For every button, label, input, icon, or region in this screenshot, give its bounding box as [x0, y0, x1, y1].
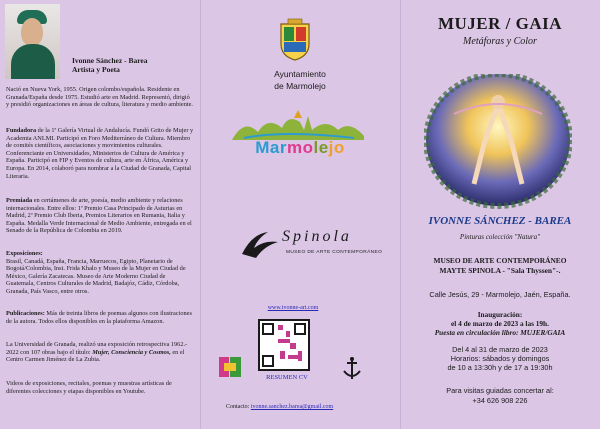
fold-line-left: [200, 0, 201, 429]
dates-line: Del 4 al 31 de marzo de 2023: [452, 345, 548, 354]
address: Calle Jesús, 29 - Marmolejo, Jaén, España.: [429, 290, 571, 299]
collection-label: Pinturas colección "Natura": [459, 233, 541, 241]
awards-text: en certámenes de arte, poesía, medio ambiente y relaciones internacionales. Entre ellos: 1ª Premio Casa Principado de Asturias en Madrid, 2ª Premio Club Iberia, Premios Literarios en Rumania, Italia y España. Medalla Verde Internacional de Medio Ambiente, entregada en el Senado de la República de Colombia en 2019.: [6, 197, 192, 235]
artist-role: Artista y Poeta: [72, 65, 120, 74]
visits-block: [400, 386, 600, 406]
artist-portrait: [5, 4, 60, 79]
retrospective-tail: en el Centro Carmen Jiménez de La Zubia.: [6, 348, 185, 364]
artist-name-block: [72, 56, 148, 74]
inauguration-date: el 4 de marzo de 2023 a las 19h.: [451, 319, 549, 328]
visits-line: Para visitas guiadas concertar al:: [446, 386, 554, 395]
phone-number[interactable]: +34 626 908 226: [472, 396, 528, 405]
exhibitions-paragraph: [6, 250, 194, 296]
spinola-brush-icon: [238, 228, 284, 262]
ayuntamiento-line1: Ayuntamiento: [274, 69, 326, 79]
hours-line1: Horarios: sábados y domingos: [450, 354, 550, 363]
exhibitions-label: Exposiciones:: [6, 250, 43, 257]
exhibitions-text: Brasil, Canadá, España, Francia, Marruecos, Egipto, Planetario de Bogotá/Colombia, Inst. Frida Khalo y Museo de la Mujer en Ciudad de México, Galería Zacatecas. Museo de Arte Moderno Ciudad de Guatemala, Centros Culturales de Madrid, Badajóz, Cádiz, Córdoba, Granada, País Vasco, entre otros.: [6, 257, 186, 295]
contact-email-link[interactable]: ivonne.sanchez.barea@gmail.com: [250, 404, 334, 410]
marmolejo-part: mo: [286, 138, 314, 157]
publications-paragraph: [6, 310, 194, 325]
museum-block: [400, 256, 600, 276]
hours-line2: de 10 a 13:30h y de 17 a 19:30h: [447, 363, 553, 372]
marmolejo-wordmark: [222, 138, 378, 158]
exhibition-title: MUJER / GAIA: [437, 14, 563, 33]
marmolejo-part: le: [313, 138, 329, 157]
ayuntamiento-label: [245, 68, 355, 92]
retrospective-paragraph: [6, 341, 194, 364]
marmolejo-crest-icon: [278, 18, 312, 62]
qr-caption: RESUMEN CV: [266, 374, 308, 381]
exhibition-subtitle: Metáforas y Color: [463, 36, 537, 47]
founder-paragraph: [6, 127, 194, 180]
founder-label: Fundadora: [6, 127, 37, 134]
gaia-painting: [424, 74, 572, 209]
publications-label: Publicaciones:: [6, 310, 45, 317]
founder-text: de la 1ª Galería Virtual de Andalucía. Fundó Grito de Mujer y Academia ANLMI. Participó en Foro Mediterráneo de Cultura. Miembro de comités científicos, asociaciones y movimientos culturales. Conferenciante en Universidades, Ministerios de Cultura de América y España. Participó en FIP y Eventos de cultura, arte en África, América y Europa. En 2014, colaboró para nombrar a la Ciudad de Granada, Capital Literaria.: [6, 127, 194, 180]
marmolejo-part: jo: [328, 138, 345, 157]
inauguration-label: Inauguración:: [477, 310, 523, 319]
retrospective-text: La Universidad de Granada, realizó una exposición retrospectiva 1962.- 2022 con 107 obras bajo el título:: [6, 341, 188, 356]
videos-paragraph: Videos de exposiciones, recitales, poemas y muestras artísticas de diferentes colecciones y etapas disponibles en Youtube.: [6, 380, 172, 395]
marmolejo-part: Mar: [255, 138, 287, 157]
awards-label: Premiada: [6, 197, 33, 204]
ayuntamiento-line2: de Marmolejo: [274, 81, 326, 91]
inauguration-block: [400, 310, 600, 337]
bio-paragraph: Nació en Nueva York, 1955. Origen colombo/española. Residente en Granada/España desde 1975. Estudió arte en Madrid. Representó, dirigió y presidió organizaciones en áreas de cultura, literatura y medio ambiente.: [6, 86, 193, 109]
spinola-subtitle: MUSEO DE ARTE CONTEMPORÁNEO: [286, 250, 383, 255]
spinola-wordmark: Spinola: [282, 228, 352, 245]
sponsor-logo-right-icon: [340, 355, 364, 383]
contact-line: [226, 404, 333, 410]
museum-line2: MAYTE SPINOLA - "Sala Thyssen"-.: [439, 266, 561, 275]
publications-text: Más de treinta libros de poemas algunos con ilustraciones de la autora. Todos ellos disponibles en la plataforma Amazon.: [6, 310, 192, 325]
retrospective-title: Mujer, Consciencia y Cosmos,: [92, 348, 171, 356]
contact-label: Contacto:: [226, 404, 251, 410]
qr-code[interactable]: [258, 319, 310, 371]
artist-name: Ivonne Sánchez - Barea: [72, 56, 148, 65]
sponsor-logo-left-icon: [218, 353, 242, 381]
museum-line1: MUSEO DE ARTE CONTEMPORÁNEO: [433, 256, 567, 265]
awards-paragraph: [6, 197, 194, 235]
website-link[interactable]: www.ivonne-art.com: [267, 305, 319, 311]
artist-heading: IVONNE SÁNCHEZ - BAREA: [428, 215, 572, 227]
inauguration-note: Puesta en circulación libro: MUJER/GAIA: [434, 328, 566, 337]
schedule-block: [400, 345, 600, 372]
